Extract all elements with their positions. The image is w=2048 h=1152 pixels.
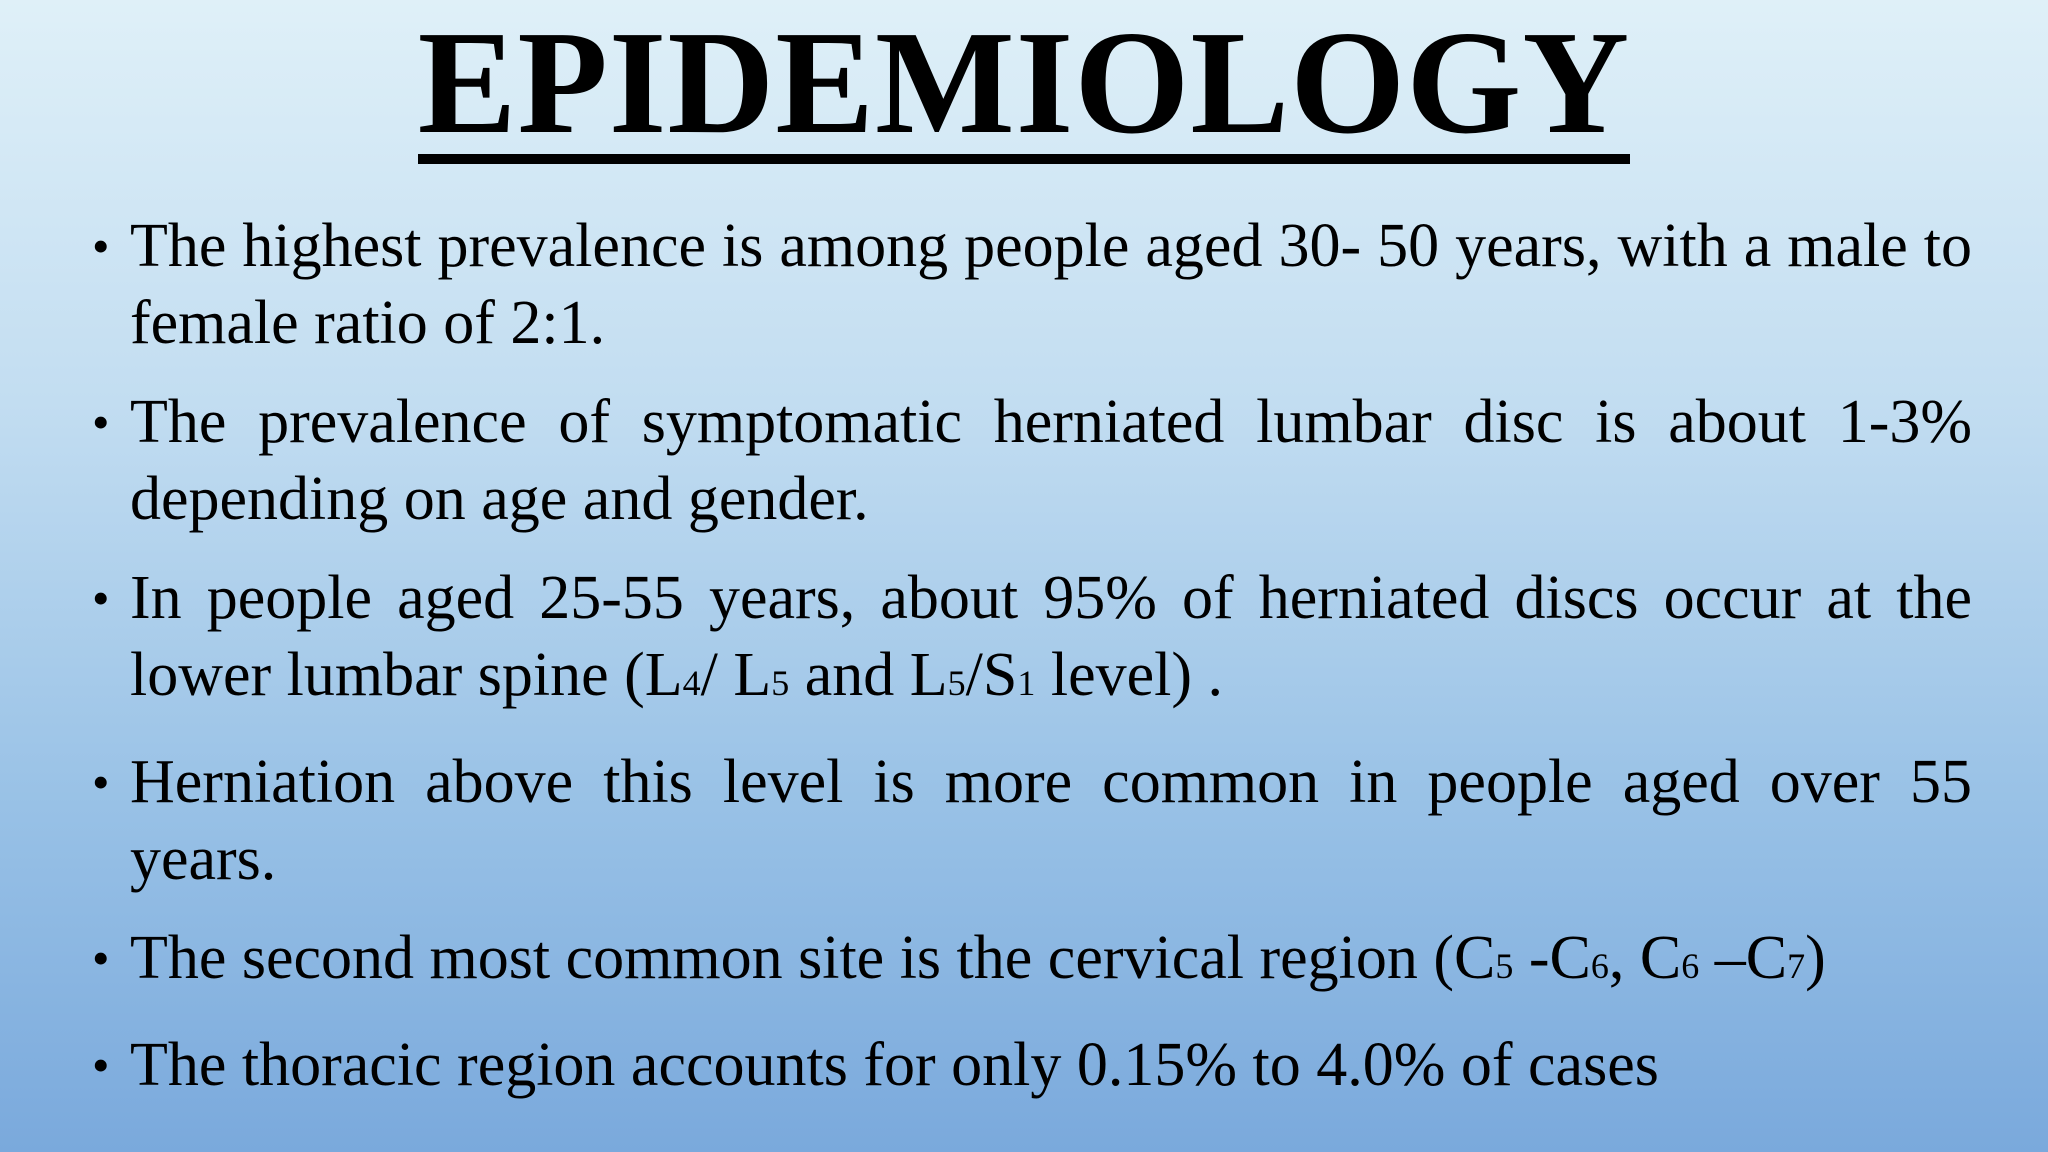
bullet-marker: •: [92, 1037, 110, 1093]
bullet-text-part: -C: [1513, 924, 1591, 992]
bullet-marker: •: [92, 754, 110, 810]
subscript: 5: [771, 663, 790, 703]
slide-title: [0, 0, 2048, 164]
bullet-item: [92, 920, 1972, 1005]
subscript: 6: [1681, 946, 1700, 986]
bullet-marker: •: [92, 218, 110, 274]
bullet-marker: •: [92, 930, 110, 986]
bullet-text: The highest prevalence is among people aged 30- 50 years, with a male to female ratio of 2:1.: [130, 212, 1972, 357]
slide-title-text: EPIDEMIOLOGY: [417, 1, 1631, 165]
bullet-text: The prevalence of symptomatic herniated lumbar disc is about 1-3% depending on age and gender.: [130, 388, 1972, 533]
bullet-item: [92, 208, 1972, 362]
bullet-item: [92, 744, 1972, 898]
bullet-item: [92, 1027, 1972, 1104]
bullet-text: Herniation above this level is more common in people aged over 55 years.: [130, 748, 1972, 893]
subscript: 1: [1017, 663, 1036, 703]
bullet-list: [92, 208, 1972, 1126]
bullet-marker: •: [92, 394, 110, 450]
subscript: 7: [1787, 946, 1806, 986]
subscript: 6: [1590, 946, 1609, 986]
bullet-text-part: and L: [789, 641, 948, 709]
bullet-text-part: /S: [965, 641, 1018, 709]
bullet-text-part: The second most common site is the cervical region (C: [130, 924, 1496, 992]
bullet-item: [92, 560, 1972, 722]
bullet-marker: •: [92, 570, 110, 626]
bullet-text-part: , C: [1608, 924, 1682, 992]
bullet-text-part: ): [1805, 924, 1826, 992]
bullet-text: The thoracic region accounts for only 0.15% to 4.0% of cases: [130, 1031, 1659, 1099]
bullet-text-part: / L: [700, 641, 772, 709]
bullet-text-part: –C: [1699, 924, 1788, 992]
subscript: 5: [947, 663, 966, 703]
subscript: 4: [682, 663, 701, 703]
bullet-text-part: In people aged 25-55 years, about 95% of herniated discs occur at the lower lumbar spine (L: [130, 564, 1972, 709]
bullet-text-part: level) .: [1035, 641, 1224, 709]
subscript: 5: [1495, 946, 1514, 986]
bullet-item: [92, 384, 1972, 538]
